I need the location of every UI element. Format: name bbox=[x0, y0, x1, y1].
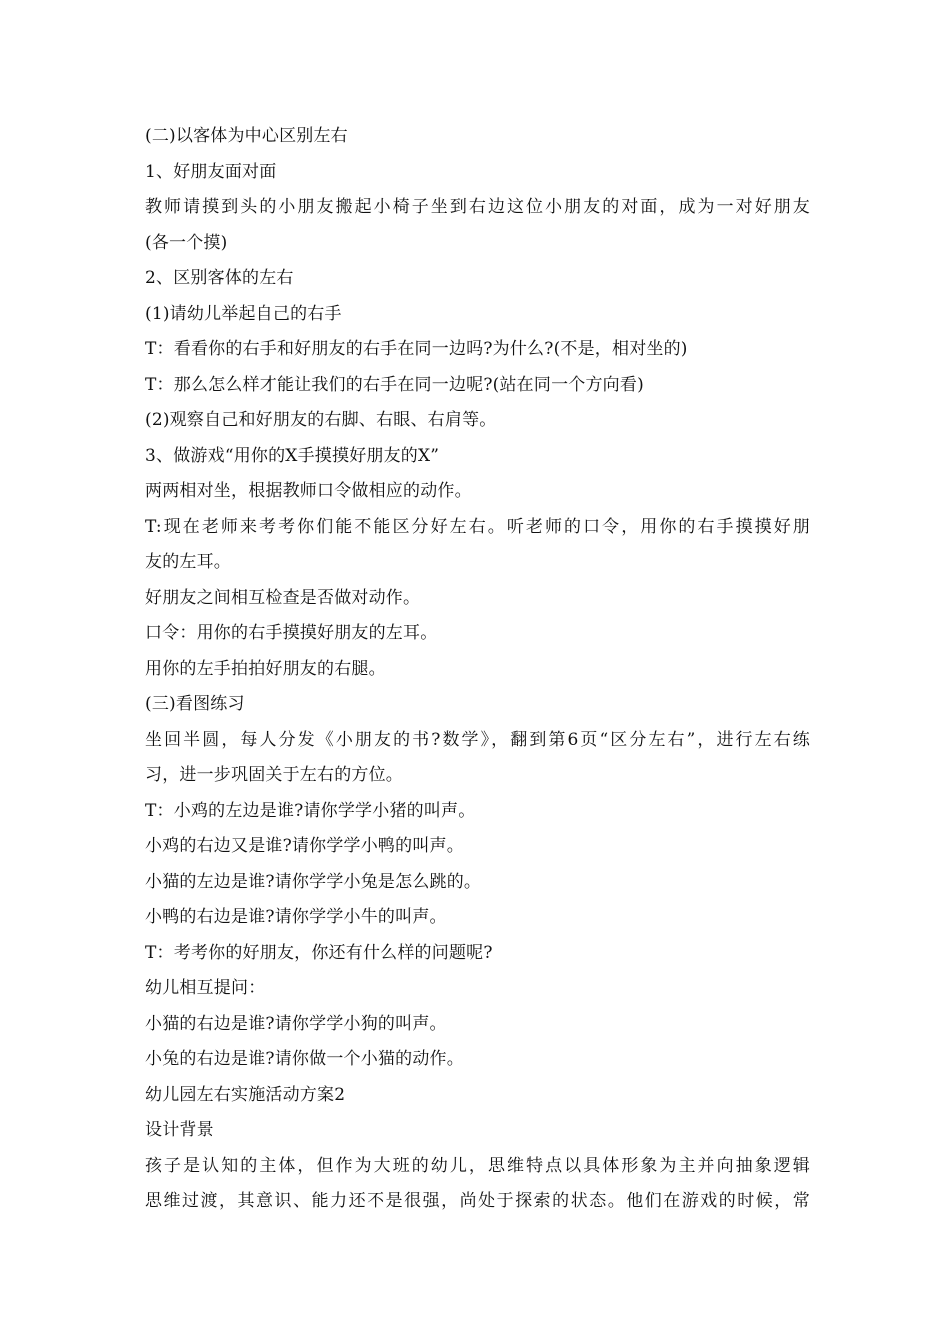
text-line: 幼儿园左右实施活动方案2 bbox=[145, 1084, 346, 1105]
text-line: (三)看图练习 bbox=[145, 694, 245, 714]
text-line: T:现在老师来考考你们能不能区分好左右。听老师的口令，用你的右手摸摸好朋 bbox=[145, 516, 810, 537]
text-line: 幼儿相互提问： bbox=[145, 978, 266, 998]
text-line: 友的左耳。 bbox=[145, 552, 231, 572]
text-line: 设计背景 bbox=[145, 1120, 214, 1140]
text-line: 习，进一步巩固关于左右的方位。 bbox=[145, 765, 403, 785]
text-line: 教师请摸到头的小朋友搬起小椅子坐到右边这位小朋友的对面，成为一对好朋友 bbox=[145, 197, 810, 217]
text-line: 3、做游戏“用你的X手摸摸好朋友的X” bbox=[145, 445, 440, 466]
text-line: 小鸭的右边是谁?请你学学小牛的叫声。 bbox=[145, 907, 447, 927]
text-line: 小鸡的右边又是谁?请你学学小鸭的叫声。 bbox=[145, 836, 464, 856]
text-line: 1、好朋友面对面 bbox=[145, 161, 277, 182]
text-line: 小兔的右边是谁?请你做一个小猫的动作。 bbox=[145, 1049, 464, 1069]
text-line: T：那么怎么样才能让我们的右手在同一边呢?(站在同一个方向看) bbox=[145, 374, 644, 395]
text-line: 小猫的右边是谁?请你学学小狗的叫声。 bbox=[145, 1013, 447, 1034]
text-line: 小猫的左边是谁?请你学学小兔是怎么跳的。 bbox=[145, 871, 482, 892]
document-body bbox=[145, 119, 810, 1220]
text-line: 用你的左手拍拍好朋友的右腿。 bbox=[145, 658, 386, 679]
text-line: 坐回半圆，每人分发《小朋友的书?数学》，翻到第6页“区分左右”，进行左右练 bbox=[145, 729, 810, 750]
text-line: 思维过渡，其意识、能力还不是很强，尚处于探索的状态。他们在游戏的时候，常 bbox=[145, 1191, 810, 1211]
text-line: (2)观察自己和好朋友的右脚、右眼、右肩等。 bbox=[145, 410, 497, 430]
text-line: 口令：用你的右手摸摸好朋友的左耳。 bbox=[145, 623, 438, 643]
text-line: (1)请幼儿举起自己的右手 bbox=[145, 303, 342, 324]
text-line: 2、区别客体的左右 bbox=[145, 268, 294, 288]
text-line: 孩子是认知的主体，但作为大班的幼儿，思维特点以具体形象为主并向抽象逻辑 bbox=[145, 1155, 810, 1176]
text-line: 好朋友之间相互检查是否做对动作。 bbox=[145, 587, 421, 608]
text-line: 两两相对坐，根据教师口令做相应的动作。 bbox=[145, 481, 472, 501]
text-line: T：考考你的好朋友，你还有什么样的问题呢? bbox=[145, 942, 493, 963]
text-line: (二)以客体为中心区别左右 bbox=[145, 126, 348, 146]
text-line: T：看看你的右手和好朋友的右手在同一边吗?为什么?(不是，相对坐的) bbox=[145, 339, 688, 359]
text-line: T：小鸡的左边是谁?请你学学小猪的叫声。 bbox=[145, 800, 476, 821]
text-line: (各一个摸) bbox=[145, 232, 228, 253]
